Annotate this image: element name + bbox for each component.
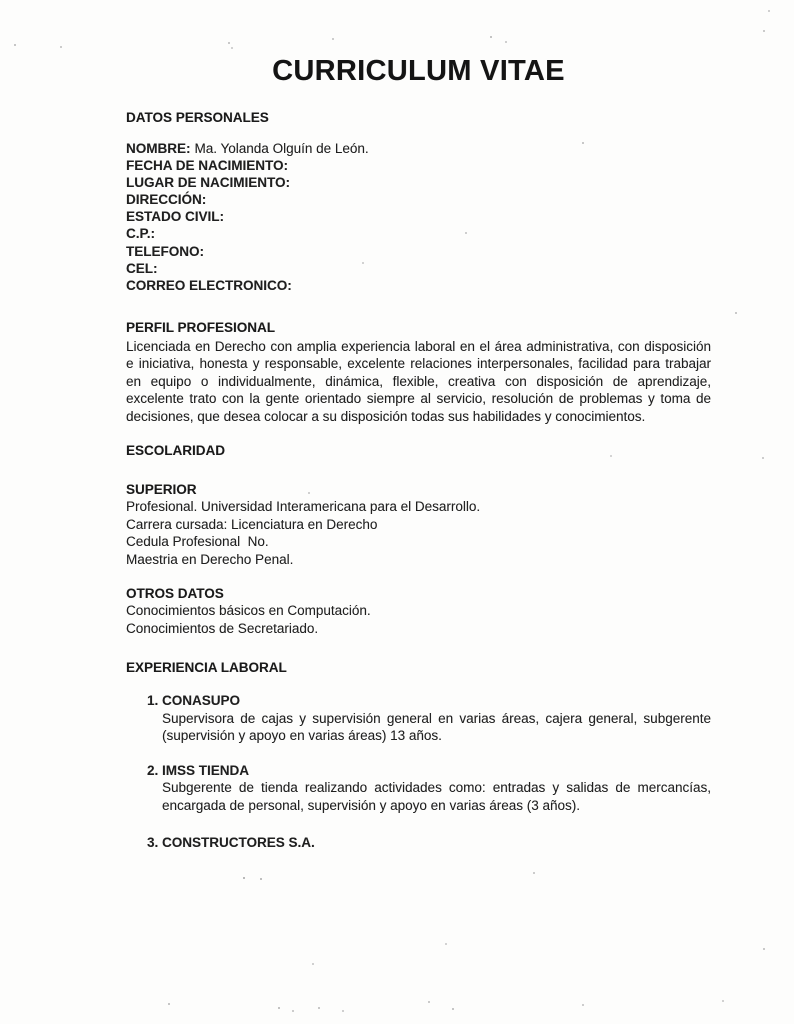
experience-item-number: 3. xyxy=(147,835,159,851)
page-title: CURRICULUM VITAE xyxy=(272,55,565,87)
field-label-cp: C.P.: xyxy=(126,226,156,242)
section-perfil-profesional xyxy=(126,319,711,426)
field-label-nombre: NOMBRE: xyxy=(126,141,191,156)
field-label-correo: CORREO ELECTRONICO: xyxy=(126,277,292,293)
escolaridad-line-profesional: Profesional. Universidad Interamericana para el Desarrollo. xyxy=(126,499,481,515)
experience-company-name: CONASUPO xyxy=(162,693,241,709)
field-label-estado-civil: ESTADO CIVIL: xyxy=(126,209,225,225)
field-label-lugar-nacimiento: LUGAR DE NACIMIENTO: xyxy=(126,175,290,191)
document-content xyxy=(126,0,711,852)
section-experiencia-laboral xyxy=(126,659,711,852)
experience-item-body xyxy=(162,834,711,852)
experience-item-conasupo xyxy=(147,692,711,745)
escolaridad-line-carrera: Carrera cursada: Licenciatura en Derecho xyxy=(126,516,378,532)
field-row-direccion xyxy=(126,191,711,208)
otros-datos-line-secretariado: Conocimientos de Secretariado. xyxy=(126,620,319,636)
otros-datos-line-computacion: Conocimientos básicos en Computación. xyxy=(126,603,371,619)
field-row-cel xyxy=(126,260,711,277)
experience-item-body xyxy=(162,692,711,745)
scan-noise-specks xyxy=(0,0,2,2)
section-otros-datos xyxy=(126,585,711,637)
escolaridad-line-maestria: Maestria en Derecho Penal. xyxy=(126,551,294,567)
escolaridad-lines xyxy=(126,498,711,568)
field-value-nombre: Ma. Yolanda Olguín de León. xyxy=(194,141,369,156)
field-label-fecha-nacimiento: FECHA DE NACIMIENTO: xyxy=(126,158,288,174)
escolaridad-heading: ESCOLARIDAD xyxy=(126,443,226,459)
field-row-cp xyxy=(126,225,711,242)
personal-data-fields xyxy=(126,140,711,294)
escolaridad-line-cedula: Cedula Profesional No. xyxy=(126,534,269,550)
field-row-estado-civil xyxy=(126,208,711,225)
experience-company-name: IMSS TIENDA xyxy=(162,762,250,778)
perfil-profesional-text: Licenciada en Derecho con amplia experiencia laboral en el área administrativa, con disposición e iniciativa, honesta y responsable, excelente relaciones interpersonales, facilidad para trabajar en equipo o individualmente, dinámica, flexible, creativa con disposición de aprendizaje, excelente trato con la gente orientado siempre al servicio, resolución de problemas y toma de decisiones, que desea colocar a su disposición todas sus habilidades y conocimientos. xyxy=(126,338,711,424)
escolaridad-nivel-superior: SUPERIOR xyxy=(126,482,197,498)
field-row-nombre xyxy=(126,140,711,157)
field-row-lugar-nacimiento xyxy=(126,174,711,191)
otros-datos-lines xyxy=(126,602,711,637)
section-escolaridad xyxy=(126,442,711,568)
experience-description: Supervisora de cajas y supervisión general en varias áreas, cajera general, subgerente (supervisión y apoyo en varias áreas) 13 años. xyxy=(162,710,711,744)
section-datos-personales xyxy=(126,109,711,294)
field-label-telefono: TELEFONO: xyxy=(126,243,204,259)
experience-item-number: 2. xyxy=(147,762,159,778)
experiencia-laboral-heading: EXPERIENCIA LABORAL xyxy=(126,660,287,676)
datos-personales-heading: DATOS PERSONALES xyxy=(126,110,269,125)
experience-item-body xyxy=(162,762,711,815)
field-row-fecha-nacimiento xyxy=(126,157,711,174)
experience-description: Subgerente de tienda realizando actividades como: entradas y salidas de mercancías, encargada de personal, supervisión y apoyo en varias áreas (3 años). xyxy=(162,780,711,813)
otros-datos-heading: OTROS DATOS xyxy=(126,586,224,602)
field-row-telefono xyxy=(126,243,711,260)
perfil-profesional-heading: PERFIL PROFESIONAL xyxy=(126,319,276,335)
field-label-direccion: DIRECCIÓN: xyxy=(126,192,207,208)
experience-item-imss-tienda xyxy=(147,762,711,815)
experience-item-number: 1. xyxy=(147,693,159,709)
field-row-correo xyxy=(126,277,711,294)
field-label-cel: CEL: xyxy=(126,260,158,276)
experience-company-name: CONSTRUCTORES S.A. xyxy=(162,835,315,851)
experience-item-constructores xyxy=(147,834,711,852)
